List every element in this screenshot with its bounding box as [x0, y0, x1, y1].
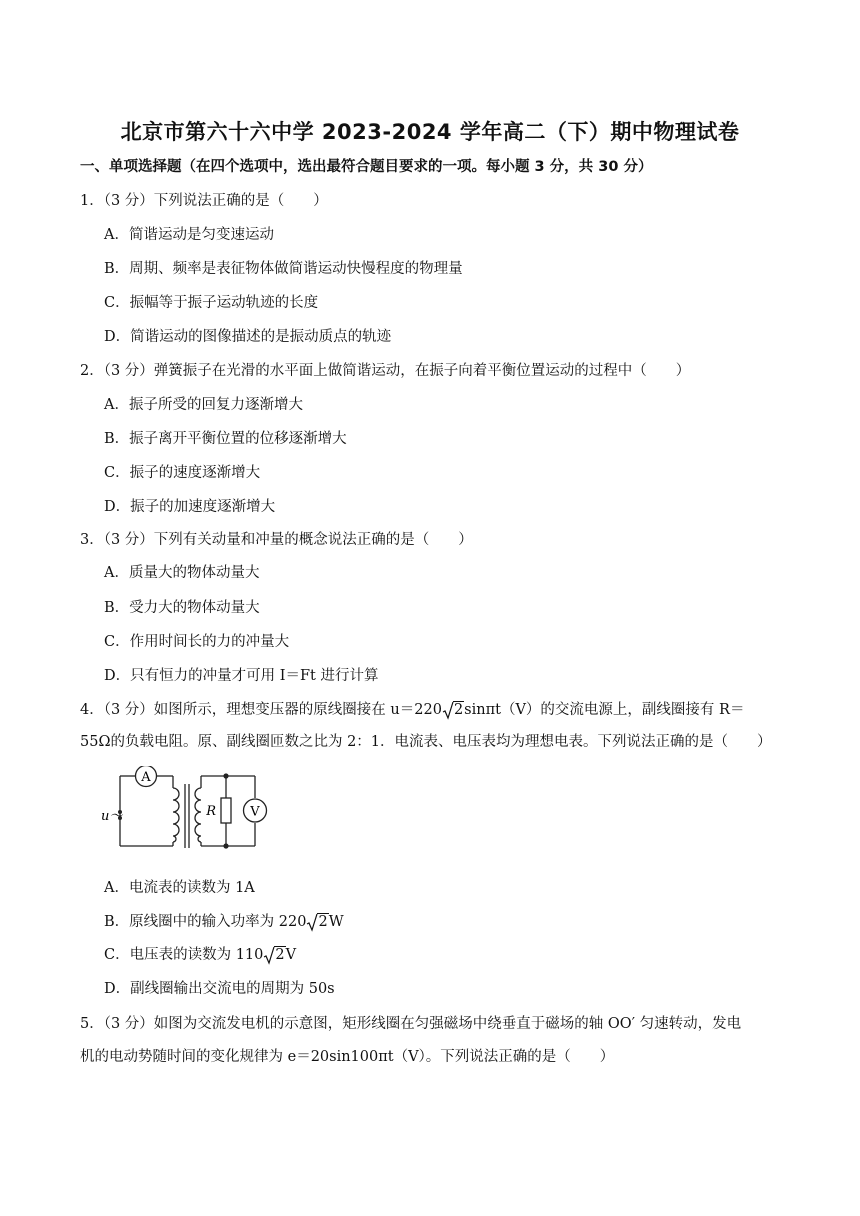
resistor-label: R [206, 804, 216, 819]
sqrt-symbol [306, 914, 328, 930]
question-3-option-d: D．只有恒力的冲量才可用 I＝Ft 进行计算 [104, 668, 379, 684]
radicand: 2 [275, 947, 285, 963]
question-3-option-a: A．质量大的物体动量大 [104, 565, 260, 581]
voltmeter-label: V [250, 804, 260, 820]
sqrt-symbol [263, 947, 285, 963]
question-4-stem-line2: 55Ω的负载电阻。原、副线圈匝数之比为 2：1．电流表、电压表均为理想电表。下列说法正确的是（ ） [80, 734, 772, 750]
option-b-unit: W [328, 914, 344, 930]
question-1-option-c: C．振幅等于振子运动轨迹的长度 [104, 295, 319, 311]
question-3-option-c: C．作用时间长的力的冲量大 [104, 634, 290, 650]
question-4-option-d: D．副线圈输出交流电的周期为 50s [104, 981, 335, 997]
option-c-text: C．电压表的读数为 110 [104, 947, 264, 963]
page-title: 北京市第六十六中学 2023-2024 学年高二（下）期中物理试卷 [120, 120, 740, 144]
transformer-circuit-diagram [98, 766, 298, 862]
radicand: 2 [318, 914, 328, 930]
sqrt-symbol [442, 702, 464, 718]
question-4-option-c [104, 943, 296, 964]
question-2-stem: 2．（3 分）弹簧振子在光滑的水平面上做简谐运动，在振子向着平衡位置运动的过程中（ ） [80, 363, 691, 379]
question-2-option-a: A．振子所受的回复力逐渐增大 [104, 397, 303, 413]
question-5-stem-line2: 机的电动势随时间的变化规律为 e＝20sin100πt（V）。下列说法正确的是（ ） [80, 1049, 615, 1065]
ammeter-label: A [141, 770, 151, 785]
question-5-stem-line1: 5．（3 分）如图为交流发电机的示意图，矩形线圈在匀强磁场中绕垂直于磁场的轴 OO′ 匀速转动，发电 [80, 1016, 742, 1032]
question-4-stem-end: sinπt（V）的交流电源上，副线圈接有 R＝ [464, 702, 745, 718]
section-heading: 一、单项选择题（在四个选项中，选出最符合题目要求的一项。每小题 3 分，共 30 分） [80, 159, 653, 175]
question-1-option-a: A．简谐运动是匀变速运动 [104, 227, 274, 243]
question-3-stem: 3．（3 分）下列有关动量和冲量的概念说法正确的是（ ） [80, 532, 473, 548]
question-4-option-a: A．电流表的读数为 1A [104, 880, 255, 896]
question-1-option-b: B．周期、频率是表征物体做简谐运动快慢程度的物理量 [104, 261, 463, 277]
option-c-unit: V [285, 947, 297, 963]
source-label: u～ [101, 809, 123, 824]
question-4-option-b [104, 910, 344, 931]
radicand: 2 [453, 702, 464, 718]
question-2-option-c: C．振子的速度逐渐增大 [104, 465, 261, 481]
question-3-option-b: B．受力大的物体动量大 [104, 600, 260, 616]
question-4-stem [80, 698, 744, 719]
question-2-option-b: B．振子离开平衡位置的位移逐渐增大 [104, 431, 347, 447]
option-b-text: B．原线圈中的输入功率为 220 [104, 914, 307, 930]
question-1-stem: 1．（3 分）下列说法正确的是（ ） [80, 193, 328, 209]
question-1-option-d: D．简谐运动的图像描述的是振动质点的轨迹 [104, 329, 392, 345]
question-2-option-d: D．振子的加速度逐渐增大 [104, 499, 276, 515]
question-4-stem-start: 4．（3 分）如图所示，理想变压器的原线圈接在 u＝220 [80, 702, 442, 718]
